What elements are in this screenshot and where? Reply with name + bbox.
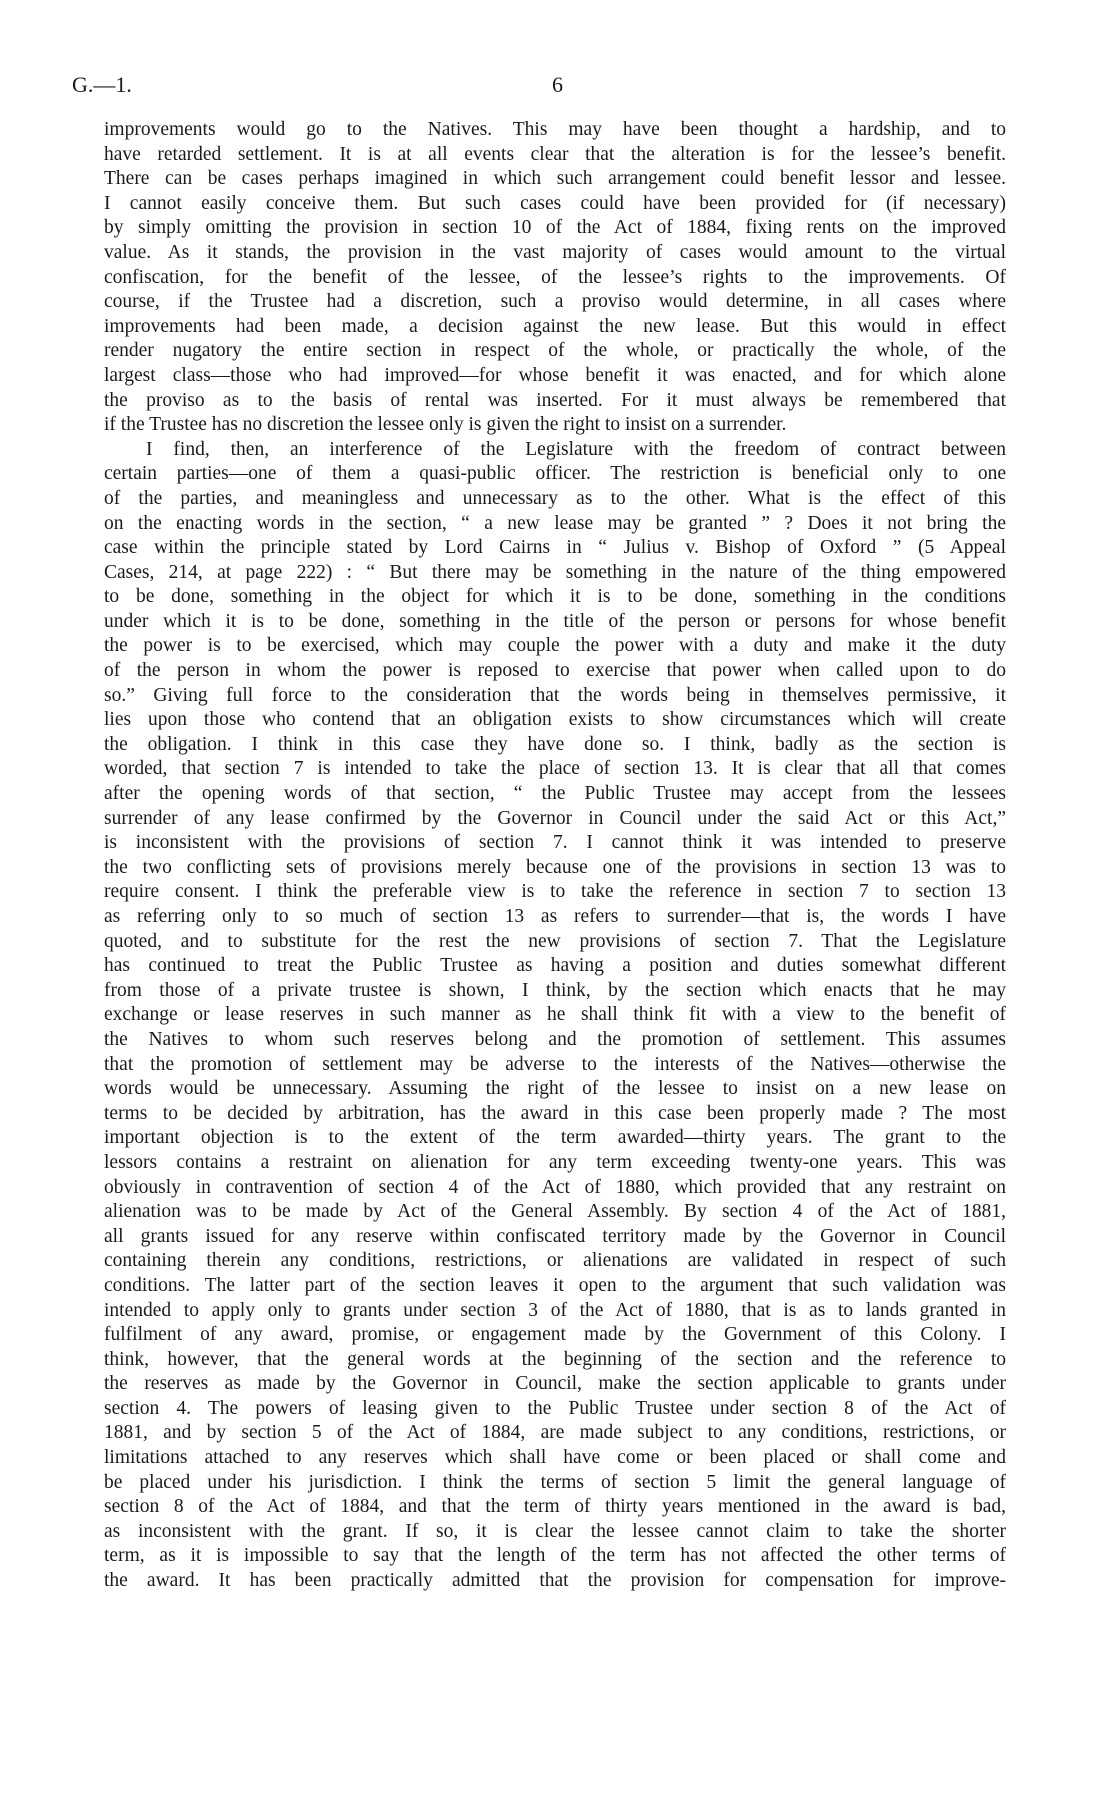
text-line: the obligation. I think in this case they have done so. I think, badly as the section is — [104, 733, 1006, 755]
page-number: 6 — [552, 72, 563, 97]
text-line: case within the principle stated by Lord Cairns in “ Julius v. Bishop of Oxford ” (5 Appeal — [104, 537, 1006, 559]
text-line: important objection is to the extent of the term awarded—thirty years. The grant to the — [104, 1127, 1006, 1149]
text-line: of the person in whom the power is reposed to exercise that power when called upon to do — [104, 660, 1006, 682]
text-line: quoted, and to substitute for the rest the new provisions of section 7. That the Legislature — [104, 930, 1006, 952]
text-line: as inconsistent with the grant. If so, it is clear the lessee cannot claim to take the shorter — [104, 1520, 1006, 1542]
text-line: as referring only to so much of section 13 as refers to surrender—that is, the words I have — [104, 906, 1006, 927]
text-line: certain parties—one of them a quasi-public officer. The restriction is beneficial only to one — [104, 463, 1006, 485]
text-line: that the promotion of settlement may be adverse to the interests of the Natives—otherwise the — [104, 1053, 1006, 1075]
text-line: from those of a private trustee is shown, I think, by the section which enacts that he may — [104, 979, 1006, 1001]
text-line: worded, that section 7 is intended to take the place of section 13. It is clear that all that comes — [104, 758, 1006, 780]
text-line: containing therein any conditions, restrictions, or alienations are validated in respect of such — [104, 1250, 1006, 1272]
text-line: by simply omitting the provision in section 10 of the Act of 1884, fixing rents on the improved — [104, 217, 1006, 239]
text-line: on the enacting words in the section, “ a new lease may be granted ” ? Does it not bring the — [104, 512, 1006, 534]
text-line: largest class—those who had improved—for whose benefit it was enacted, and for which alone — [104, 364, 1006, 386]
text-line: intended to apply only to grants under section 3 of the Act of 1880, that is as to lands granted in — [104, 1299, 1006, 1321]
text-line: section 4. The powers of leasing given to the Public Trustee under section 8 of the Act of — [104, 1397, 1006, 1419]
text-line: fulfilment of any award, promise, or engagement made by the Government of this Colony. I — [104, 1324, 1006, 1346]
text-line: I find, then, an interference of the Legislature with the freedom of contract between — [146, 438, 1006, 460]
text-line: course, if the Trustee had a discretion, such a proviso would determine, in all cases where — [104, 291, 1006, 313]
text-line: surrender of any lease confirmed by the Governor in Council under the said Act or this Act,” — [104, 807, 1006, 829]
text-line: the two conflicting sets of provisions merely because one of the provisions in section 13 was to — [104, 856, 1006, 878]
text-line: confiscation, for the benefit of the lessee, of the lessee’s rights to the improvements. Of — [104, 266, 1006, 288]
text-line: exchange or lease reserves in such manner as he shall think fit with a view to the benefit of — [104, 1004, 1006, 1026]
text-line: There can be cases perhaps imagined in which such arrangement could benefit lessor and lessee. — [104, 168, 1006, 190]
document-body — [104, 118, 1006, 1594]
text-line: is inconsistent with the provisions of section 7. I cannot think it was intended to preserve — [104, 832, 1006, 854]
text-line: conditions. The latter part of the section leaves it open to the argument that such validation was — [104, 1274, 1006, 1296]
document-reference: G.—1. — [72, 72, 132, 97]
text-line: the power is to be exercised, which may couple the power with a duty and make it the duty — [104, 635, 1006, 657]
text-line: after the opening words of that section, “ the Public Trustee may accept from the lessees — [104, 783, 1006, 805]
text-line: alienation was to be made by Act of the General Assembly. By section 4 of the Act of 1881, — [104, 1201, 1006, 1223]
text-line: think, however, that the general words at the beginning of the section and the reference to — [104, 1348, 1006, 1370]
text-line: the reserves as made by the Governor in Council, make the section applicable to grants under — [104, 1373, 1006, 1395]
text-line: improvements would go to the Natives. This may have been thought a hardship, and to — [104, 119, 1006, 140]
text-line: the award. It has been practically admitted that the provision for compensation for improve- — [104, 1570, 1006, 1592]
text-line: words would be unnecessary. Assuming the right of the lessee to insist on a new lease on — [104, 1078, 1006, 1100]
text-line: if the Trustee has no discretion the lessee only is given the right to insist on a surrender. — [104, 414, 787, 436]
text-line: be placed under his jurisdiction. I think the terms of section 5 limit the general language of — [104, 1471, 1006, 1493]
text-line: obviously in contravention of section 4 of the Act of 1880, which provided that any restraint on — [104, 1176, 1006, 1198]
text-line: under which it is to be done, something in the title of the person or persons for whose benefit — [104, 610, 1006, 632]
text-line: term, as it is impossible to say that the length of the term has not affected the other terms of — [104, 1545, 1006, 1567]
text-line: the Natives to whom such reserves belong and the promotion of settlement. This assumes — [104, 1028, 1006, 1050]
text-line: 1881, and by section 5 of the Act of 1884, are made subject to any conditions, restrictions, or — [104, 1422, 1006, 1444]
text-line: section 8 of the Act of 1884, and that the term of thirty years mentioned in the award is bad, — [104, 1496, 1006, 1518]
text-line: lies upon those who contend that an obligation exists to show circumstances which will create — [104, 709, 1006, 731]
text-line: lessors contains a restraint on alienation for any term exceeding twenty-one years. This was — [104, 1151, 1006, 1173]
text-line: all grants issued for any reserve within confiscated territory made by the Governor in Council — [104, 1225, 1006, 1247]
text-line: limitations attached to any reserves which shall have come or been placed or shall come and — [104, 1447, 1006, 1469]
page-header — [72, 70, 1032, 100]
text-line: I cannot easily conceive them. But such cases could have been provided for (if necessary) — [104, 192, 1006, 214]
text-line: terms to be decided by arbitration, has the award in this case been properly made ? The most — [104, 1102, 1006, 1124]
text-line: the proviso as to the basis of rental was inserted. For it must always be remembered that — [104, 389, 1006, 411]
text-line: require consent. I think the preferable view is to take the reference in section 7 to section 13 — [104, 881, 1006, 903]
text-line: render nugatory the entire section in respect of the whole, or practically the whole, of the — [104, 340, 1006, 362]
text-line: value. As it stands, the provision in the vast majority of cases would amount to the virtual — [104, 241, 1006, 263]
text-line: improvements had been made, a decision against the new lease. But this would in effect — [104, 315, 1006, 337]
text-line: of the parties, and meaningless and unnecessary as to the other. What is the effect of this — [104, 487, 1006, 509]
text-line: to be done, something in the object for which it is to be done, something in the conditions — [104, 586, 1006, 608]
text-line: have retarded settlement. It is at all events clear that the alteration is for the lessee’s benefit. — [104, 143, 1006, 165]
text-line: has continued to treat the Public Trustee as having a position and duties somewhat different — [104, 955, 1006, 977]
text-line: Cases, 214, at page 222) : “ But there may be something in the nature of the thing empowered — [104, 561, 1006, 583]
text-line: so.” Giving full force to the consideration that the words being in themselves permissive, it — [104, 684, 1006, 706]
